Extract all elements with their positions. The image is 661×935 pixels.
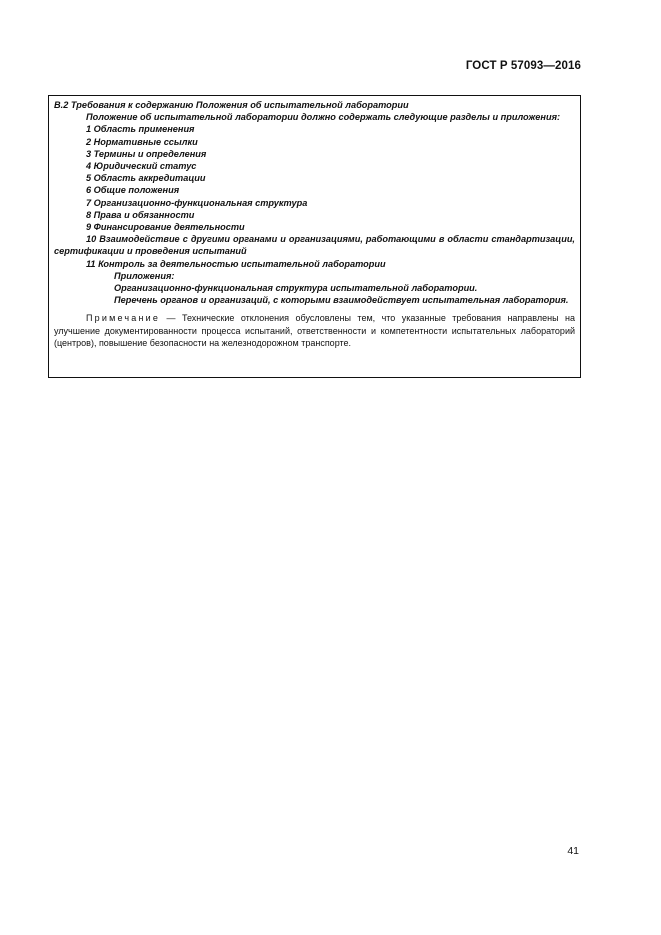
requirements-box [48, 95, 581, 378]
intro-paragraph: Положение об испытательной лаборатории должно содержать следующие разделы и приложения: [86, 112, 561, 123]
note-label: Примечание [86, 313, 161, 324]
appendix-item-2: Перечень органов и организаций, с которыми взаимодействует испытательная лаборатория. [114, 295, 569, 306]
page-number: 41 [567, 845, 579, 857]
section-item-5: 5 Область аккредитации [86, 173, 206, 184]
section-item-9: 9 Финансирование деятельности [86, 222, 245, 233]
appendix-item-1: Организационно-функциональная структура испытательной лаборатории. [114, 283, 478, 294]
section-item-3: 3 Термины и определения [86, 148, 207, 159]
document-id-header: ГОСТ Р 57093—2016 [465, 60, 581, 72]
note-paragraph [54, 312, 575, 349]
section-item-4: 4 Юридический статус [86, 161, 197, 172]
section-item-10: 10 Взаимодействие с другими органами и организациями, работающими в области стандартизации, сертификации и проведения испытаний [54, 234, 575, 257]
section-item-11: 11 Контроль за деятельностью испытательной лаборатории [86, 258, 386, 269]
section-item-2: 2 Нормативные ссылки [86, 136, 198, 147]
appendix-label: Приложения: [114, 270, 175, 281]
section-item-1: 1 Область применения [86, 124, 195, 135]
section-item-6: 6 Общие положения [86, 185, 180, 196]
section-item-8: 8 Права и обязанности [86, 209, 195, 220]
note-text: — Технические отклонения обусловлены тем, что указанные требования направлены на улучшение документированности процесса испытаний, ответственности и компетентности испытательных лабораторий (центров), повышение безопасности на железнодорожном транспорте. [54, 313, 575, 349]
section-item-7: 7 Организационно-функциональная структура [86, 197, 308, 208]
box-title: В.2 Требования к содержанию Положения об испытательной лаборатории [54, 100, 409, 110]
